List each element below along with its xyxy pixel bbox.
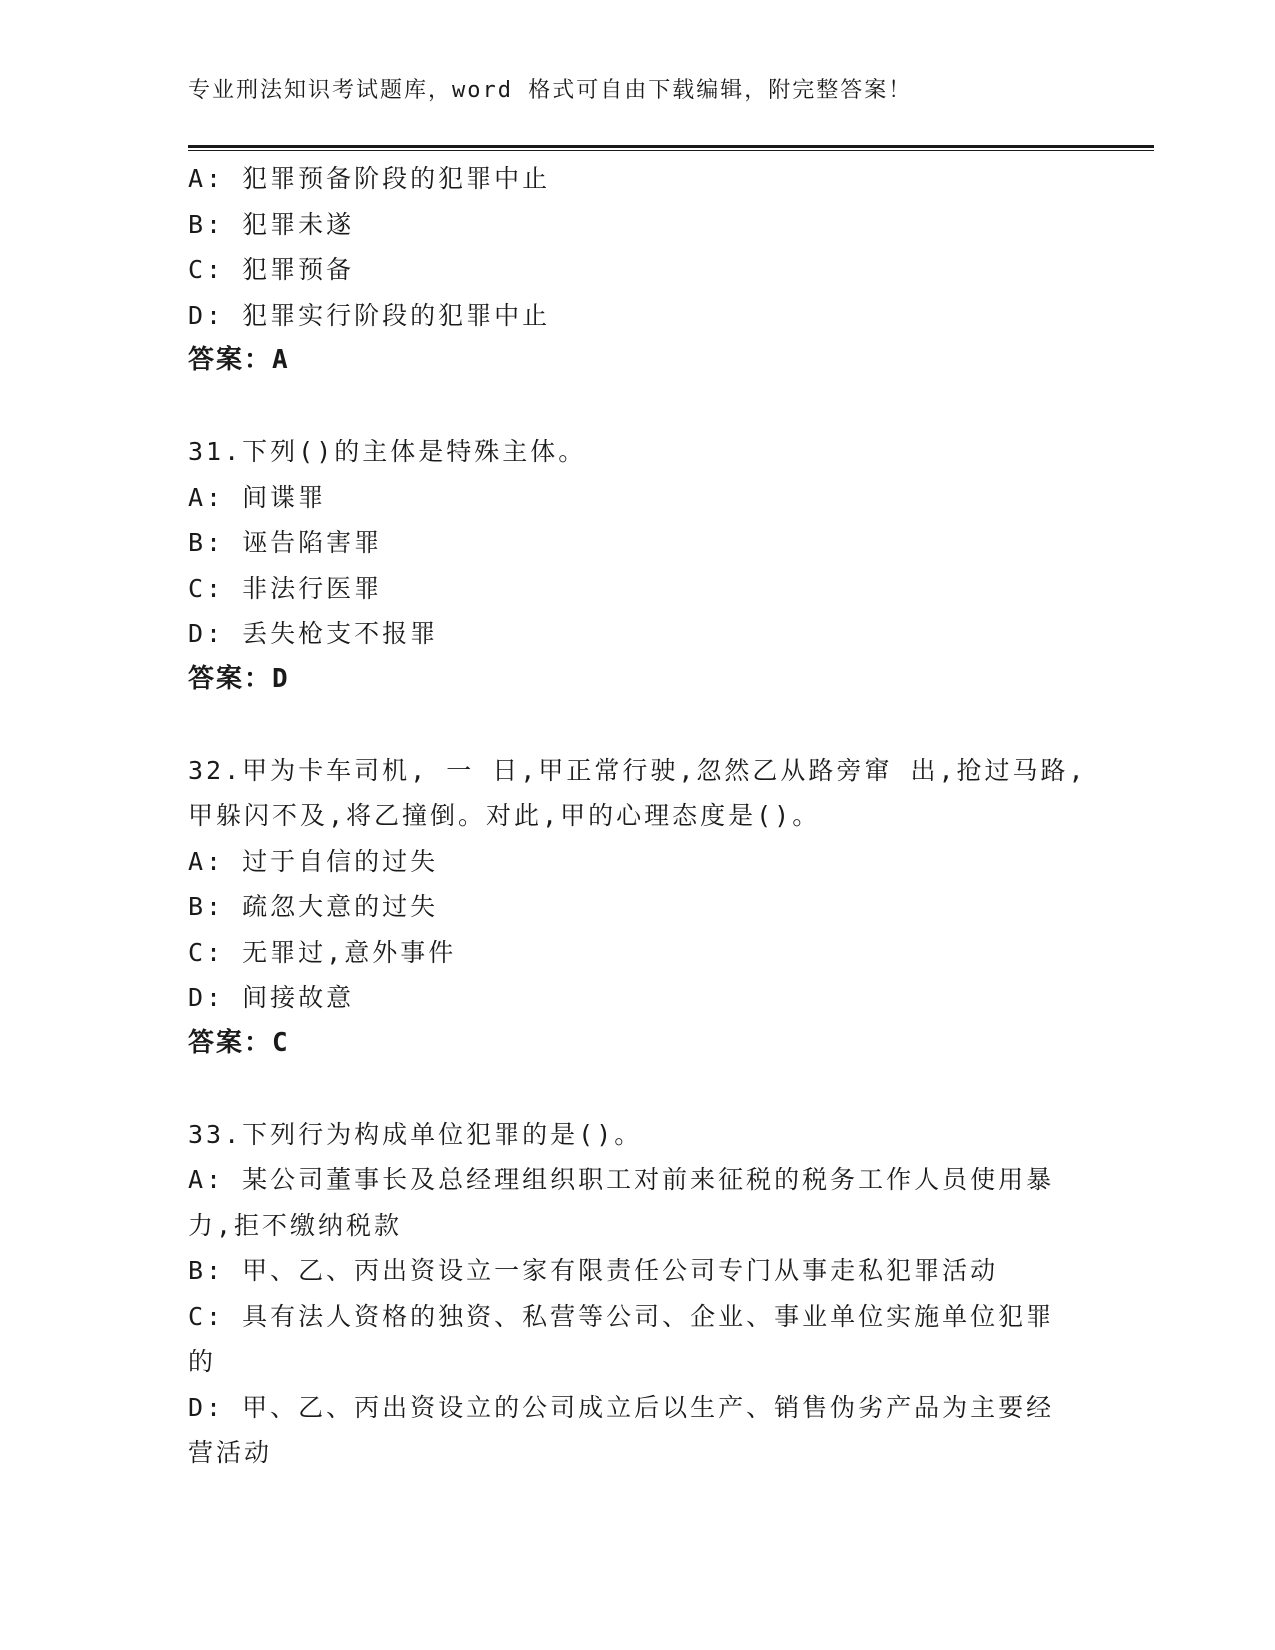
- question-content: [188, 156, 1088, 1476]
- q33-option-d-line-1: D: 甲、乙、丙出资设立的公司成立后以生产、销售伪劣产品为主要经: [188, 1392, 1055, 1422]
- q31-option-a: A: 间谍罪: [188, 482, 327, 512]
- q33-option-b: B: 甲、乙、丙出资设立一家有限责任公司专门从事走私犯罪活动: [188, 1256, 999, 1285]
- q30-option-b: B: 犯罪未遂: [188, 209, 355, 239]
- q31-option-b: B: 诬告陷害罪: [188, 528, 383, 557]
- q32-option-d: D: 间接故意: [188, 983, 355, 1012]
- question-33: [188, 1112, 1088, 1476]
- q33-option-a-line-1: A: 某公司董事长及总经理组织职工对前来征税的税务工作人员使用暴: [188, 1165, 1055, 1194]
- q30-option-a: A: 犯罪预备阶段的犯罪中止: [188, 164, 551, 193]
- q30-answer: 答案：A: [188, 345, 290, 375]
- question-30: [188, 156, 1088, 384]
- q32-option-b: B: 疏忽大意的过失: [188, 892, 439, 921]
- q30-option-c: C: 犯罪预备: [188, 255, 355, 284]
- q32-option-a: A: 过于自信的过失: [188, 846, 439, 876]
- q32-answer: 答案：C: [188, 1027, 290, 1058]
- header-divider-thick: [188, 145, 1154, 148]
- q30-option-d: D: 犯罪实行阶段的犯罪中止: [188, 300, 551, 330]
- question-32: [188, 748, 1088, 1067]
- header-divider-thin: [188, 150, 1154, 151]
- q33-option-d-line-2: 营活动: [188, 1438, 273, 1467]
- q33-option-a-line-2: 力,拒不缴纳税款: [188, 1210, 403, 1240]
- q31-title: 31.下列()的主体是特殊主体。: [188, 437, 587, 466]
- q32-option-c: C: 无罪过,意外事件: [188, 937, 457, 967]
- page-header: 专业刑法知识考试题库，word 格式可自由下载编辑，附完整答案！: [188, 78, 913, 103]
- q32-title-line-1: 32.甲为卡车司机, 一 日,甲正常行驶,忽然乙从路旁窜 出,抢过马路,: [188, 755, 1087, 785]
- q33-title: 33.下列行为构成单位犯罪的是()。: [188, 1119, 643, 1149]
- question-31: [188, 429, 1088, 702]
- q31-option-c: C: 非法行医罪: [188, 573, 383, 603]
- q33-option-c-line-2: 的: [188, 1347, 217, 1376]
- spacer: [188, 702, 1088, 748]
- q32-title-line-2: 甲躲闪不及,将乙撞倒。对此,甲的心理态度是()。: [188, 801, 821, 830]
- q33-option-c-line-1: C: 具有法人资格的独资、私营等公司、企业、事业单位实施单位犯罪: [188, 1301, 1055, 1331]
- spacer: [188, 384, 1088, 430]
- spacer: [188, 1066, 1088, 1112]
- q31-option-d: D: 丢失枪支不报罪: [188, 619, 439, 648]
- q31-answer: 答案：D: [188, 663, 290, 694]
